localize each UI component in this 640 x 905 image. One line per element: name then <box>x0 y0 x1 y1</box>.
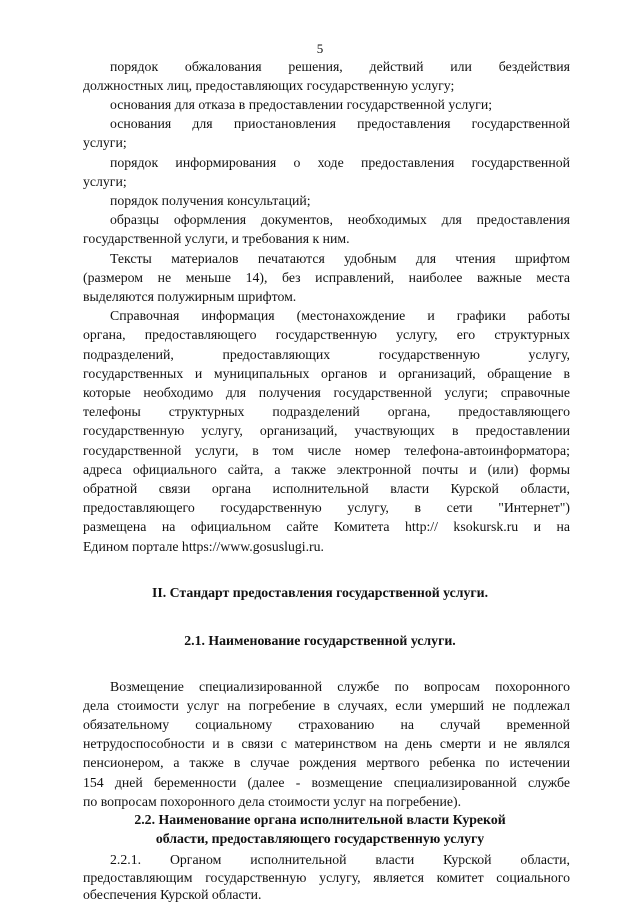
text-line: обязательному социальному страхованию на случай временной <box>83 717 570 732</box>
text-line: Справочная информация (местонахождение и графики работы <box>110 308 570 323</box>
text-line: Возмещение специализированной службе по вопросам похоронного <box>110 679 570 694</box>
text-line: дела стоимости услуг на погребение в случаях, если умерший не подлежал <box>83 698 570 713</box>
text-line: государственной услуги, и требования к ним. <box>83 231 350 246</box>
text-line: обратной связи органа исполнительной власти Курской области, <box>83 481 570 496</box>
text-line: телефоны структурных подразделений органа, предоставляющего <box>83 404 570 419</box>
text-line: предоставляющего государственную услугу, в сети "Интернет") <box>83 500 570 515</box>
text-line: подразделений, предоставляющих государственную услугу, <box>83 347 570 362</box>
subsection-heading: 2.1. Наименование государственной услуги. <box>184 633 456 648</box>
text-line: должностных лиц, предоставляющих государственную услугу; <box>83 78 455 93</box>
section-heading: II. Стандарт предоставления государственной услуги. <box>151 585 489 600</box>
text-line: 154 дней беременности (далее - возмещение специализированной службе <box>83 775 570 790</box>
text-line: размещена на официальном сайте Комитета http:// ksokursk.ru и на <box>83 519 570 534</box>
subsection-heading: области, предоставляющего государственную услугу <box>155 831 485 846</box>
text-line: адреса официального сайта, а также электронной почты и (или) формы <box>83 462 570 477</box>
text-line: Едином портале https://www.gosuslugi.ru. <box>83 539 324 554</box>
text-line: нетрудоспособности и в связи с материнством на день смерти и не являлся <box>83 736 570 751</box>
text-line: государственной услуги, в том числе номер телефона-автоинформатора; <box>83 443 570 458</box>
text-line: порядок информирования о ходе предоставления государственной <box>110 155 570 170</box>
text-line: государственных и муниципальных органов и организаций, обращение в <box>83 366 570 381</box>
text-line: государственную услугу, организаций, участвующих в предоставлении <box>83 423 570 438</box>
text-line: образцы оформления документов, необходимых для предоставления <box>110 212 570 227</box>
page-number: 5 <box>316 41 324 56</box>
text-line: порядок обжалования решения, действий или бездействия <box>110 59 570 74</box>
text-line: предоставляющим государственную услугу, является комитет социального <box>83 870 570 885</box>
text-line: по вопросам похоронного дела стоимости услуг на погребение). <box>83 794 462 809</box>
text-line: порядок получения консультаций; <box>110 193 311 208</box>
text-line: пенсионером, а также в случае рождения мертвого ребенка по истечении <box>83 755 570 770</box>
text-line: которые необходимо для получения государственной услуги; справочные <box>83 385 570 400</box>
text-line: выделяются полужирным шрифтом. <box>83 289 297 304</box>
text-line: органа, предоставляющего государственную услугу, его структурных <box>83 327 570 342</box>
text-line: Тексты материалов печатаются удобным для чтения шрифтом <box>110 251 570 266</box>
subsection-heading: 2.2. Наименование органа исполнительной власти Курекой <box>134 812 506 827</box>
text-line: (размером не меньше 14), без исправлений, наиболее важные места <box>83 270 570 285</box>
text-line: услуги; <box>83 135 127 150</box>
text-line: 2.2.1. Органом исполнительной власти Курской области, <box>110 852 570 867</box>
text-line: основания для приостановления предоставления государственной <box>110 116 570 131</box>
text-line: услуги; <box>83 174 127 189</box>
text-line: обеспечения Курской области. <box>83 887 262 902</box>
text-line: основания для отказа в предоставлении государственной услуги; <box>110 97 493 112</box>
